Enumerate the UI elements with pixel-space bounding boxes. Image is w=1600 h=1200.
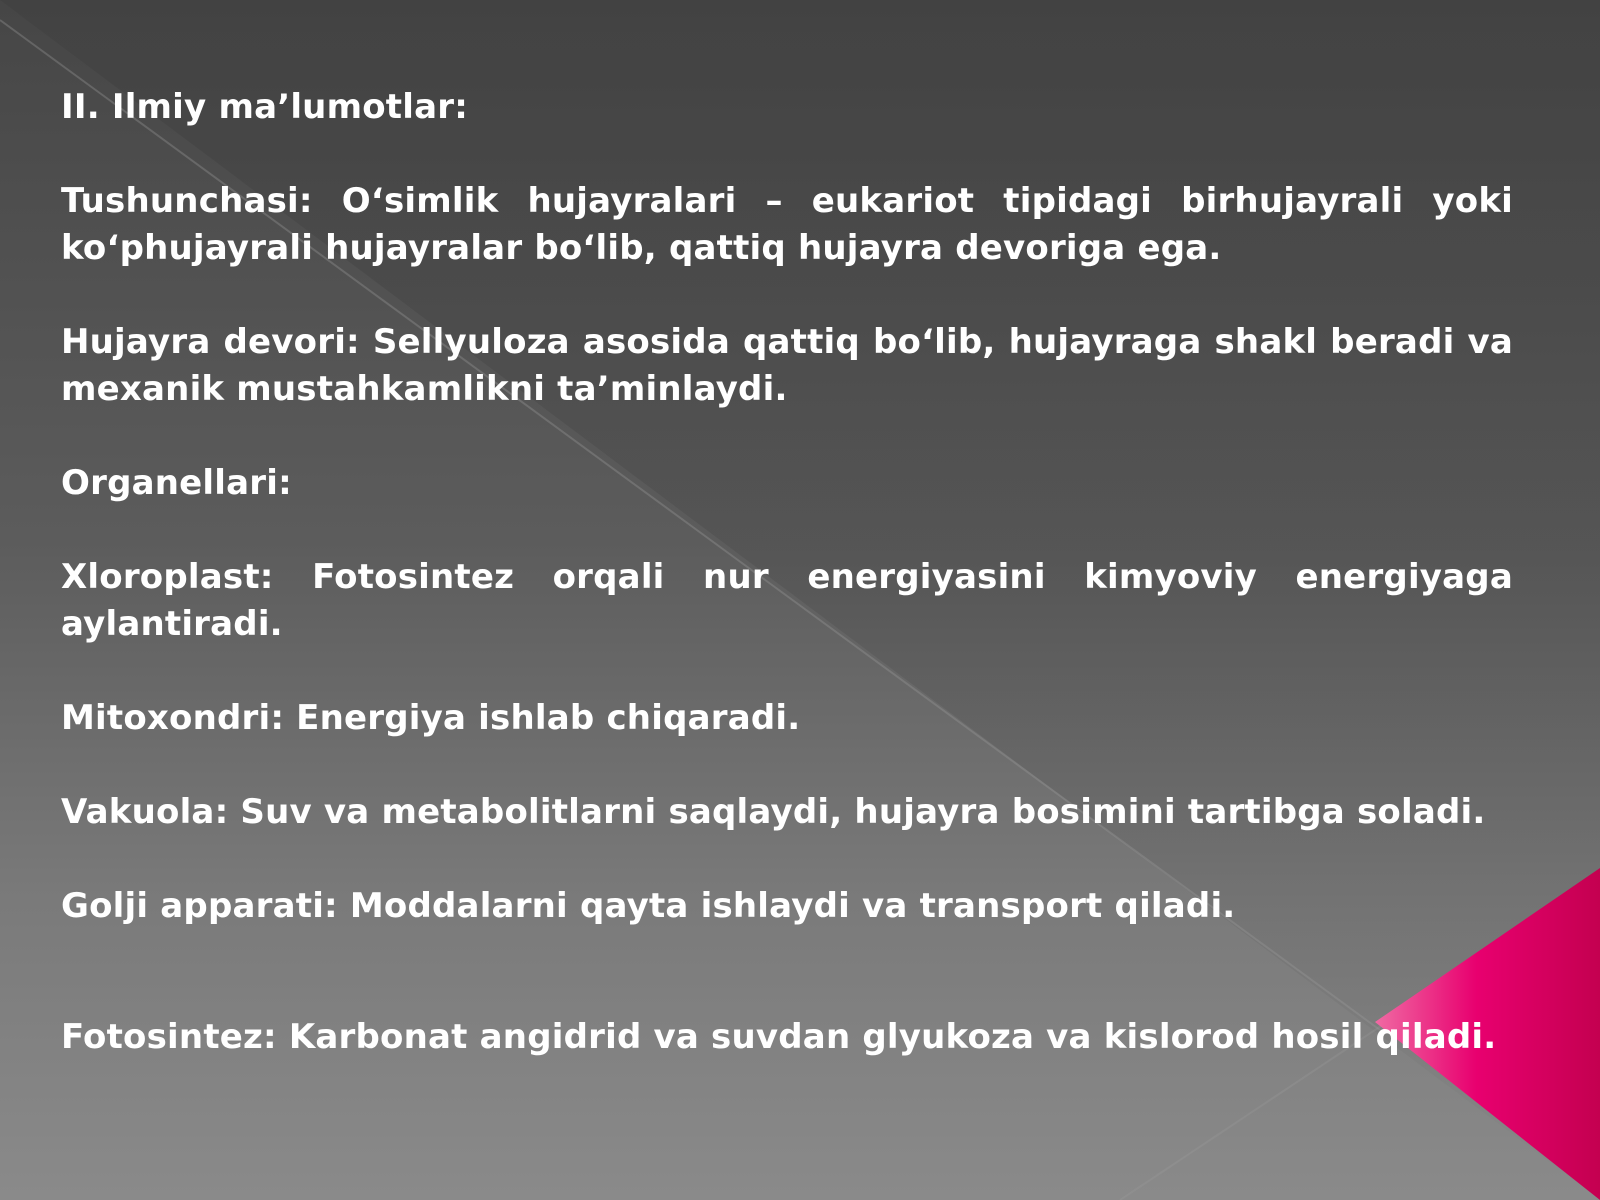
paragraph-vacuole: Vakuola: Suv va metabolitlarni saqlaydi, hujayra bosimini tartibga soladi. (61, 792, 1486, 832)
paragraph-concept: Tushunchasi: O‘simlik hujayralari – eukariot tipidagi birhujayrali yoki ko‘phujayrali hujayralar bo‘lib, qattiq hujayra devoriga ega. (61, 181, 1513, 268)
paragraph-photosynthesis: Fotosintez: Karbonat angidrid va suvdan glyukoza va kislorod hosil qiladi. (61, 1017, 1497, 1057)
paragraph-chloroplast: Xloroplast: Fotosintez orqali nur energiyasini kimyoviy energiyaga aylantiradi. (61, 557, 1513, 644)
paragraph-cell-wall: Hujayra devori: Sellyuloza asosida qattiq bo‘lib, hujayraga shakl beradi va mexanik mustahkamlikni ta’minlaydi. (61, 322, 1513, 409)
slide-heading: II. Ilmiy ma’lumotlar: (61, 87, 468, 127)
paragraph-organelles: Organellari: (61, 463, 292, 503)
slide-content (61, 84, 1513, 1061)
paragraph-golgi: Golji apparati: Moddalarni qayta ishlaydi va transport qiladi. (61, 886, 1236, 926)
paragraph-mitochondria: Mitoxondri: Energiya ishlab chiqaradi. (61, 698, 801, 738)
